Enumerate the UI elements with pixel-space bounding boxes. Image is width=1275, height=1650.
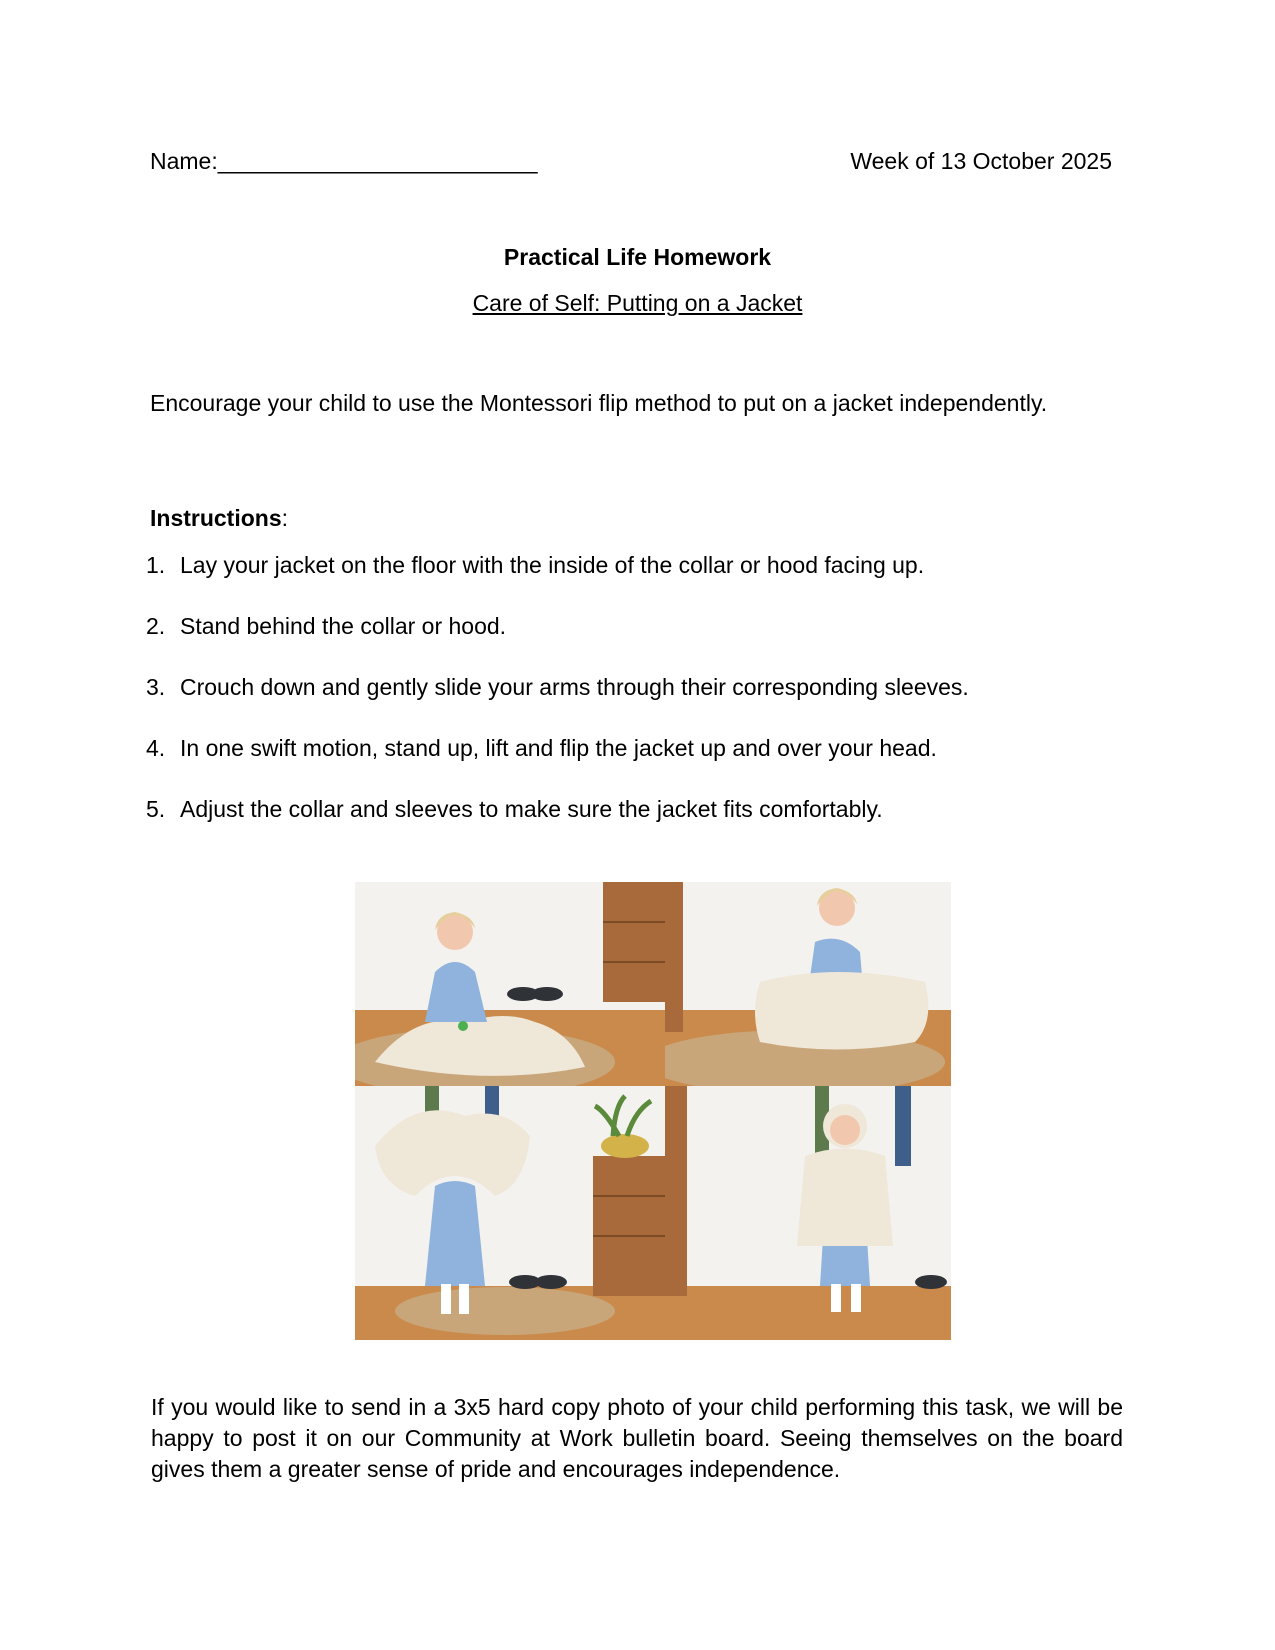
step-text: In one swift motion, stand up, lift and flip the jacket up and over your head. [180, 735, 937, 761]
intro-paragraph: Encourage your child to use the Montessori flip method to put on a jacket independently. [150, 390, 1048, 416]
header-row [150, 148, 1112, 182]
step-number: 5. [146, 796, 166, 822]
photo-step-done [665, 1086, 951, 1340]
photo-flip-illustration [355, 1086, 665, 1340]
step-text: Lay your jacket on the floor with the inside of the collar or hood facing up. [180, 552, 925, 578]
instruction-step [146, 674, 969, 735]
week-label: Week of 13 October 2025 [850, 148, 1112, 174]
instruction-step [146, 735, 969, 796]
step-text: Crouch down and gently slide your arms through their corresponding sleeves. [180, 674, 969, 700]
step-text: Adjust the collar and sleeves to make sure the jacket fits comfortably. [180, 796, 883, 822]
step-number: 1. [146, 552, 166, 578]
jacket-flip-photo-grid [355, 882, 951, 1340]
photo-step-lift [665, 882, 951, 1086]
instructions-list [146, 552, 969, 857]
step-number: 2. [146, 613, 166, 639]
photo-lift-illustration [665, 882, 951, 1086]
photo-step-flip [355, 1086, 665, 1340]
instruction-step [146, 552, 969, 613]
step-number: 3. [146, 674, 166, 700]
photo-step-crouch [355, 882, 665, 1086]
instruction-step [146, 613, 969, 674]
closing-paragraph: If you would like to send in a 3x5 hard copy photo of your child performing this task, we will be happy to post it on our Community at Work bulletin board. Seeing themselves on the board gives them a greater sense of pride and encourages independence. [151, 1394, 1123, 1482]
name-field-label: Name:_________________________ [150, 148, 538, 174]
step-text: Stand behind the collar or hood. [180, 613, 507, 639]
photo-done-illustration [665, 1086, 951, 1340]
instruction-step [146, 796, 969, 857]
page-subtitle: Care of Self: Putting on a Jacket [472, 290, 803, 316]
page-title: Practical Life Homework [503, 244, 772, 270]
step-number: 4. [146, 735, 166, 761]
instructions-heading-label: Instructions [150, 505, 282, 531]
photo-crouch-illustration [355, 882, 665, 1086]
instructions-heading [150, 505, 288, 532]
instructions-heading-colon: : [281, 505, 289, 531]
